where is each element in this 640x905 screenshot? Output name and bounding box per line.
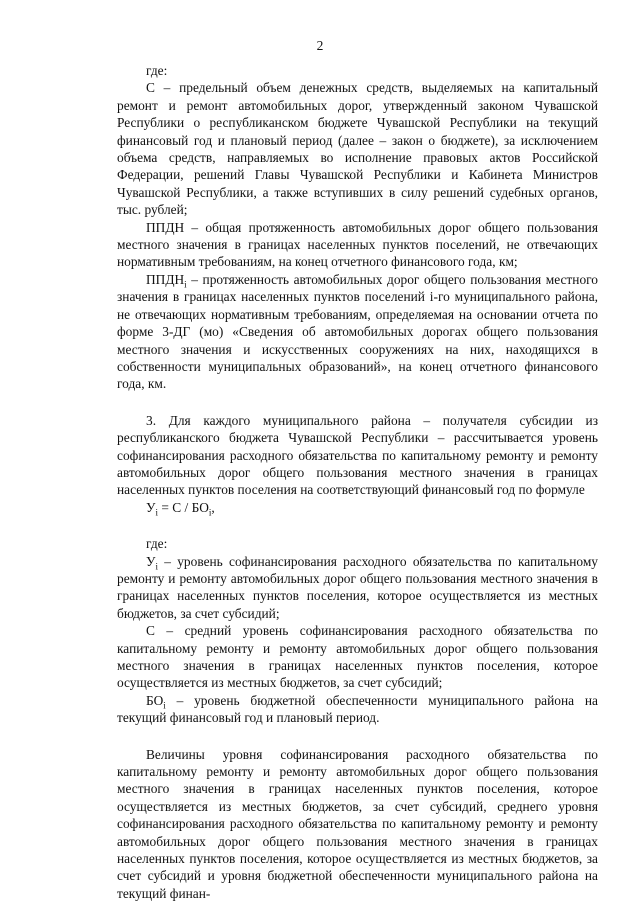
paragraph-3: 3. Для каждого муниципального района – получателя субсидии из республиканского бюджета Чувашской Республики – рассчитывается уровень софинансирования расходного обязательства по капитальному ремонту и ремонту автомобильных дорог общего пользования местного значения в границах населенных пунктов поселения на соответствующий финансовый год по формуле xyxy=(117,412,598,498)
formula-lhs: У xyxy=(146,499,156,515)
definition-yi-text: – уровень софинансирования расходного обязательства по капитальному ремонту и ремонту автомобильных дорог общего пользования местного значения в границах населенных пунктов поселения, которое осуществляется из местных бюджетов, за счет субсидий; xyxy=(117,553,598,621)
definition-boi xyxy=(117,692,598,727)
formula-expression: = С / БО xyxy=(158,499,209,515)
definition-c-average: С – средний уровень софинансирования расходного обязательства по капитальному ремонту и ремонту автомобильных дорог общего пользования местного значения в границах населенных пунктов поселения, которое осуществляется из местных бюджетов, за счет субсидий; xyxy=(117,623,598,691)
page-number: 2 xyxy=(316,38,324,53)
definition-ppdn: ППДН – общая протяженность автомобильных дорог общего пользования местного значения в границах населенных пунктов поселений, не отвечающих нормативным требованиям, на конец отчетного финансового года, км; xyxy=(117,219,598,270)
definition-c-limit: С – предельный объем денежных средств, выделяемых на капитальный ремонт и ремонт автомобильных дорог, утвержденный законом Чувашской Республики о республиканском бюджете Чувашской Республики на текущий финансовый год и плановый период (далее – закон о бюджете), за исключением объема средств, направляемых во исполнение правовых актов Российской Федерации, решений Главы Чувашской Республики и Кабинета Министров Чувашской Республики, а также вступивших в силу решений судебных органов, тыс. рублей; xyxy=(117,80,598,218)
symbol-bo: БО xyxy=(146,692,164,708)
where-label-1: где: xyxy=(146,63,168,78)
definition-ppdn-i-text: – протяженность автомобильных дорог общего пользования местного значения в границах населенных пунктов поселений i-го муниципального района, не отвечающих нормативным требованиям, определяемая на основании отчета по форме 3-ДГ (мо) «Сведения об автомобильных дорогах общего пользования местного значения и искусственных сооружениях на них, находящихся в собственности муниципальных образований», на конец отчетного финансового года, км. xyxy=(117,271,598,392)
formula-tail: , xyxy=(211,499,215,515)
definition-yi xyxy=(117,553,598,623)
subscript-i: i xyxy=(163,700,166,711)
definition-ppdn-i xyxy=(117,271,598,393)
closing-paragraph: Величины уровня софинансирования расходного обязательства по капитальному ремонту и ремонту автомобильных дорог общего пользования местного значения в границах населенных пунктов поселения, которое осуществляется из местных бюджетов, за счет субсидий, среднего уровня софинансирования расходного обязательства по капитальному ремонту и ремонту автомобильных дорог общего пользования местного значения в границах населенных пунктов поселения, которое осуществляется из местных бюджетов, за счет субсидий и уровня бюджетной обеспеченности муниципального района на текущий финан- xyxy=(117,746,598,901)
document-body xyxy=(117,62,598,902)
symbol-y: У xyxy=(146,553,156,569)
where-label-2: где: xyxy=(146,536,168,552)
subscript-i: i xyxy=(155,561,158,572)
formula-lhs-subscript: i xyxy=(155,507,158,518)
subscript-i: i xyxy=(184,279,187,290)
formula xyxy=(117,499,598,516)
symbol-ppdn: ППДН xyxy=(146,271,185,287)
definition-boi-text: – уровень бюджетной обеспеченности муниципального района на текущий финансовый год и плановый период. xyxy=(117,692,598,726)
formula-rhs-subscript: i xyxy=(208,507,212,518)
